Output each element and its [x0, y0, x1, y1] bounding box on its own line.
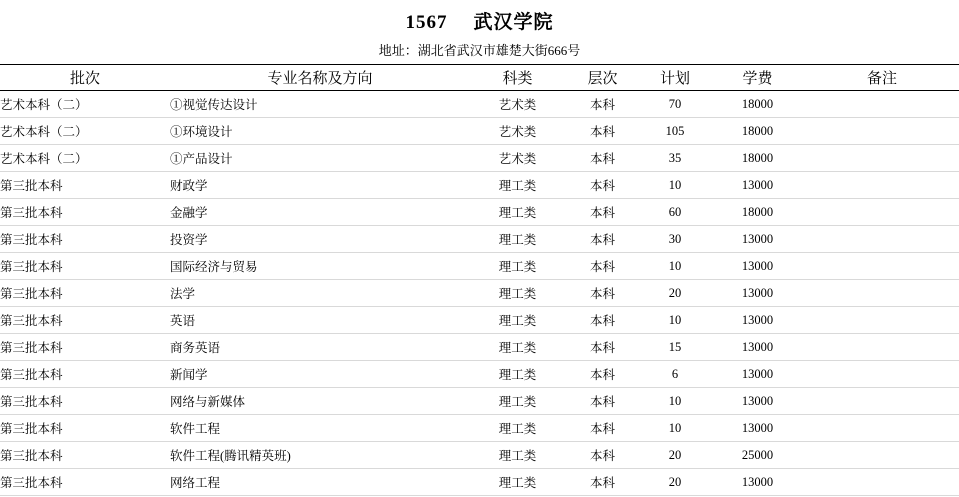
- cell-subject: 理工类: [470, 253, 565, 280]
- cell-remark: [805, 280, 959, 307]
- table-header: [0, 65, 959, 91]
- cell-remark: [805, 415, 959, 442]
- cell-subject: 理工类: [470, 415, 565, 442]
- cell-fee: 25000: [710, 442, 805, 469]
- school-code: 1567: [405, 12, 448, 33]
- cell-major: 金融学: [170, 199, 470, 226]
- cell-major: 软件工程(腾讯精英班): [170, 442, 470, 469]
- cell-major: 网络与新媒体: [170, 388, 470, 415]
- cell-subject: 理工类: [470, 307, 565, 334]
- cell-fee: 13000: [710, 172, 805, 199]
- cell-level: 本科: [565, 226, 640, 253]
- cell-level: 本科: [565, 361, 640, 388]
- cell-remark: [805, 388, 959, 415]
- table-row: [0, 334, 959, 361]
- cell-fee: 13000: [710, 388, 805, 415]
- table-row: [0, 253, 959, 280]
- cell-fee: 18000: [710, 91, 805, 118]
- cell-fee: 13000: [710, 415, 805, 442]
- cell-batch: 第三批本科: [0, 280, 170, 307]
- table-row: [0, 442, 959, 469]
- cell-batch: 第三批本科: [0, 199, 170, 226]
- table-row: [0, 145, 959, 172]
- cell-batch: 第三批本科: [0, 334, 170, 361]
- cell-plan: 6: [640, 361, 710, 388]
- cell-major: 商务英语: [170, 334, 470, 361]
- cell-level: 本科: [565, 442, 640, 469]
- cell-plan: 10: [640, 388, 710, 415]
- cell-subject: 理工类: [470, 172, 565, 199]
- cell-batch: 第三批本科: [0, 469, 170, 496]
- table-row: [0, 226, 959, 253]
- cell-subject: 艺术类: [470, 91, 565, 118]
- cell-subject: 理工类: [470, 361, 565, 388]
- cell-remark: [805, 226, 959, 253]
- table-row: [0, 118, 959, 145]
- cell-batch: 第三批本科: [0, 172, 170, 199]
- cell-level: 本科: [565, 253, 640, 280]
- cell-plan: 20: [640, 442, 710, 469]
- cell-subject: 理工类: [470, 334, 565, 361]
- table-header-row: [0, 65, 959, 91]
- school-name: 武汉学院: [473, 12, 554, 33]
- cell-fee: 13000: [710, 361, 805, 388]
- cell-batch: 第三批本科: [0, 361, 170, 388]
- cell-subject: 理工类: [470, 280, 565, 307]
- cell-fee: 13000: [710, 280, 805, 307]
- majors-table: [0, 64, 959, 496]
- column-header-batch: 批次: [0, 65, 170, 91]
- cell-subject: 理工类: [470, 388, 565, 415]
- cell-level: 本科: [565, 334, 640, 361]
- cell-plan: 15: [640, 334, 710, 361]
- column-header-level: 层次: [565, 65, 640, 91]
- cell-fee: 13000: [710, 334, 805, 361]
- cell-plan: 30: [640, 226, 710, 253]
- cell-major: 网络工程: [170, 469, 470, 496]
- table-row: [0, 307, 959, 334]
- cell-plan: 10: [640, 415, 710, 442]
- cell-major: 法学: [170, 280, 470, 307]
- cell-batch: 第三批本科: [0, 388, 170, 415]
- cell-major: ①环境设计: [170, 118, 470, 145]
- cell-major: 国际经济与贸易: [170, 253, 470, 280]
- column-header-major: 专业名称及方向: [170, 65, 470, 91]
- cell-major: 新闻学: [170, 361, 470, 388]
- cell-batch: 第三批本科: [0, 307, 170, 334]
- cell-subject: 理工类: [470, 226, 565, 253]
- cell-plan: 70: [640, 91, 710, 118]
- cell-subject: 艺术类: [470, 118, 565, 145]
- cell-plan: 10: [640, 172, 710, 199]
- cell-level: 本科: [565, 307, 640, 334]
- table-row: [0, 91, 959, 118]
- cell-plan: 20: [640, 469, 710, 496]
- cell-fee: 18000: [710, 199, 805, 226]
- cell-level: 本科: [565, 469, 640, 496]
- cell-major: ①视觉传达设计: [170, 91, 470, 118]
- cell-batch: 艺术本科（二）: [0, 145, 170, 172]
- cell-fee: 13000: [710, 469, 805, 496]
- table-row: [0, 280, 959, 307]
- cell-batch: 第三批本科: [0, 253, 170, 280]
- cell-remark: [805, 253, 959, 280]
- cell-remark: [805, 199, 959, 226]
- cell-level: 本科: [565, 199, 640, 226]
- cell-plan: 60: [640, 199, 710, 226]
- cell-remark: [805, 145, 959, 172]
- cell-plan: 10: [640, 253, 710, 280]
- cell-batch: 第三批本科: [0, 442, 170, 469]
- cell-fee: 13000: [710, 307, 805, 334]
- cell-remark: [805, 91, 959, 118]
- cell-subject: 理工类: [470, 469, 565, 496]
- table-body: [0, 91, 959, 496]
- cell-fee: 13000: [710, 253, 805, 280]
- cell-batch: 艺术本科（二）: [0, 118, 170, 145]
- cell-subject: 理工类: [470, 199, 565, 226]
- cell-major: 财政学: [170, 172, 470, 199]
- cell-batch: 第三批本科: [0, 226, 170, 253]
- column-header-subject: 科类: [470, 65, 565, 91]
- cell-level: 本科: [565, 118, 640, 145]
- cell-fee: 18000: [710, 145, 805, 172]
- table-row: [0, 361, 959, 388]
- cell-level: 本科: [565, 388, 640, 415]
- cell-level: 本科: [565, 172, 640, 199]
- school-address: 地址：湖北省武汉市雄楚大街666号: [378, 43, 581, 58]
- cell-batch: 艺术本科（二）: [0, 91, 170, 118]
- cell-level: 本科: [565, 415, 640, 442]
- cell-plan: 105: [640, 118, 710, 145]
- cell-remark: [805, 334, 959, 361]
- cell-fee: 13000: [710, 226, 805, 253]
- column-header-plan: 计划: [640, 65, 710, 91]
- cell-fee: 18000: [710, 118, 805, 145]
- cell-major: 英语: [170, 307, 470, 334]
- cell-remark: [805, 361, 959, 388]
- page-title: [0, 0, 959, 34]
- cell-plan: 10: [640, 307, 710, 334]
- cell-plan: 20: [640, 280, 710, 307]
- table-row: [0, 469, 959, 496]
- cell-remark: [805, 118, 959, 145]
- cell-subject: 艺术类: [470, 145, 565, 172]
- cell-subject: 理工类: [470, 442, 565, 469]
- column-header-remark: 备注: [805, 65, 959, 91]
- cell-level: 本科: [565, 280, 640, 307]
- table-row: [0, 172, 959, 199]
- table-row: [0, 388, 959, 415]
- cell-remark: [805, 172, 959, 199]
- table-row: [0, 415, 959, 442]
- cell-batch: 第三批本科: [0, 415, 170, 442]
- cell-major: ①产品设计: [170, 145, 470, 172]
- cell-plan: 35: [640, 145, 710, 172]
- cell-level: 本科: [565, 145, 640, 172]
- cell-remark: [805, 469, 959, 496]
- cell-remark: [805, 442, 959, 469]
- cell-remark: [805, 307, 959, 334]
- column-header-fee: 学费: [710, 65, 805, 91]
- cell-level: 本科: [565, 91, 640, 118]
- table-row: [0, 199, 959, 226]
- cell-major: 投资学: [170, 226, 470, 253]
- cell-major: 软件工程: [170, 415, 470, 442]
